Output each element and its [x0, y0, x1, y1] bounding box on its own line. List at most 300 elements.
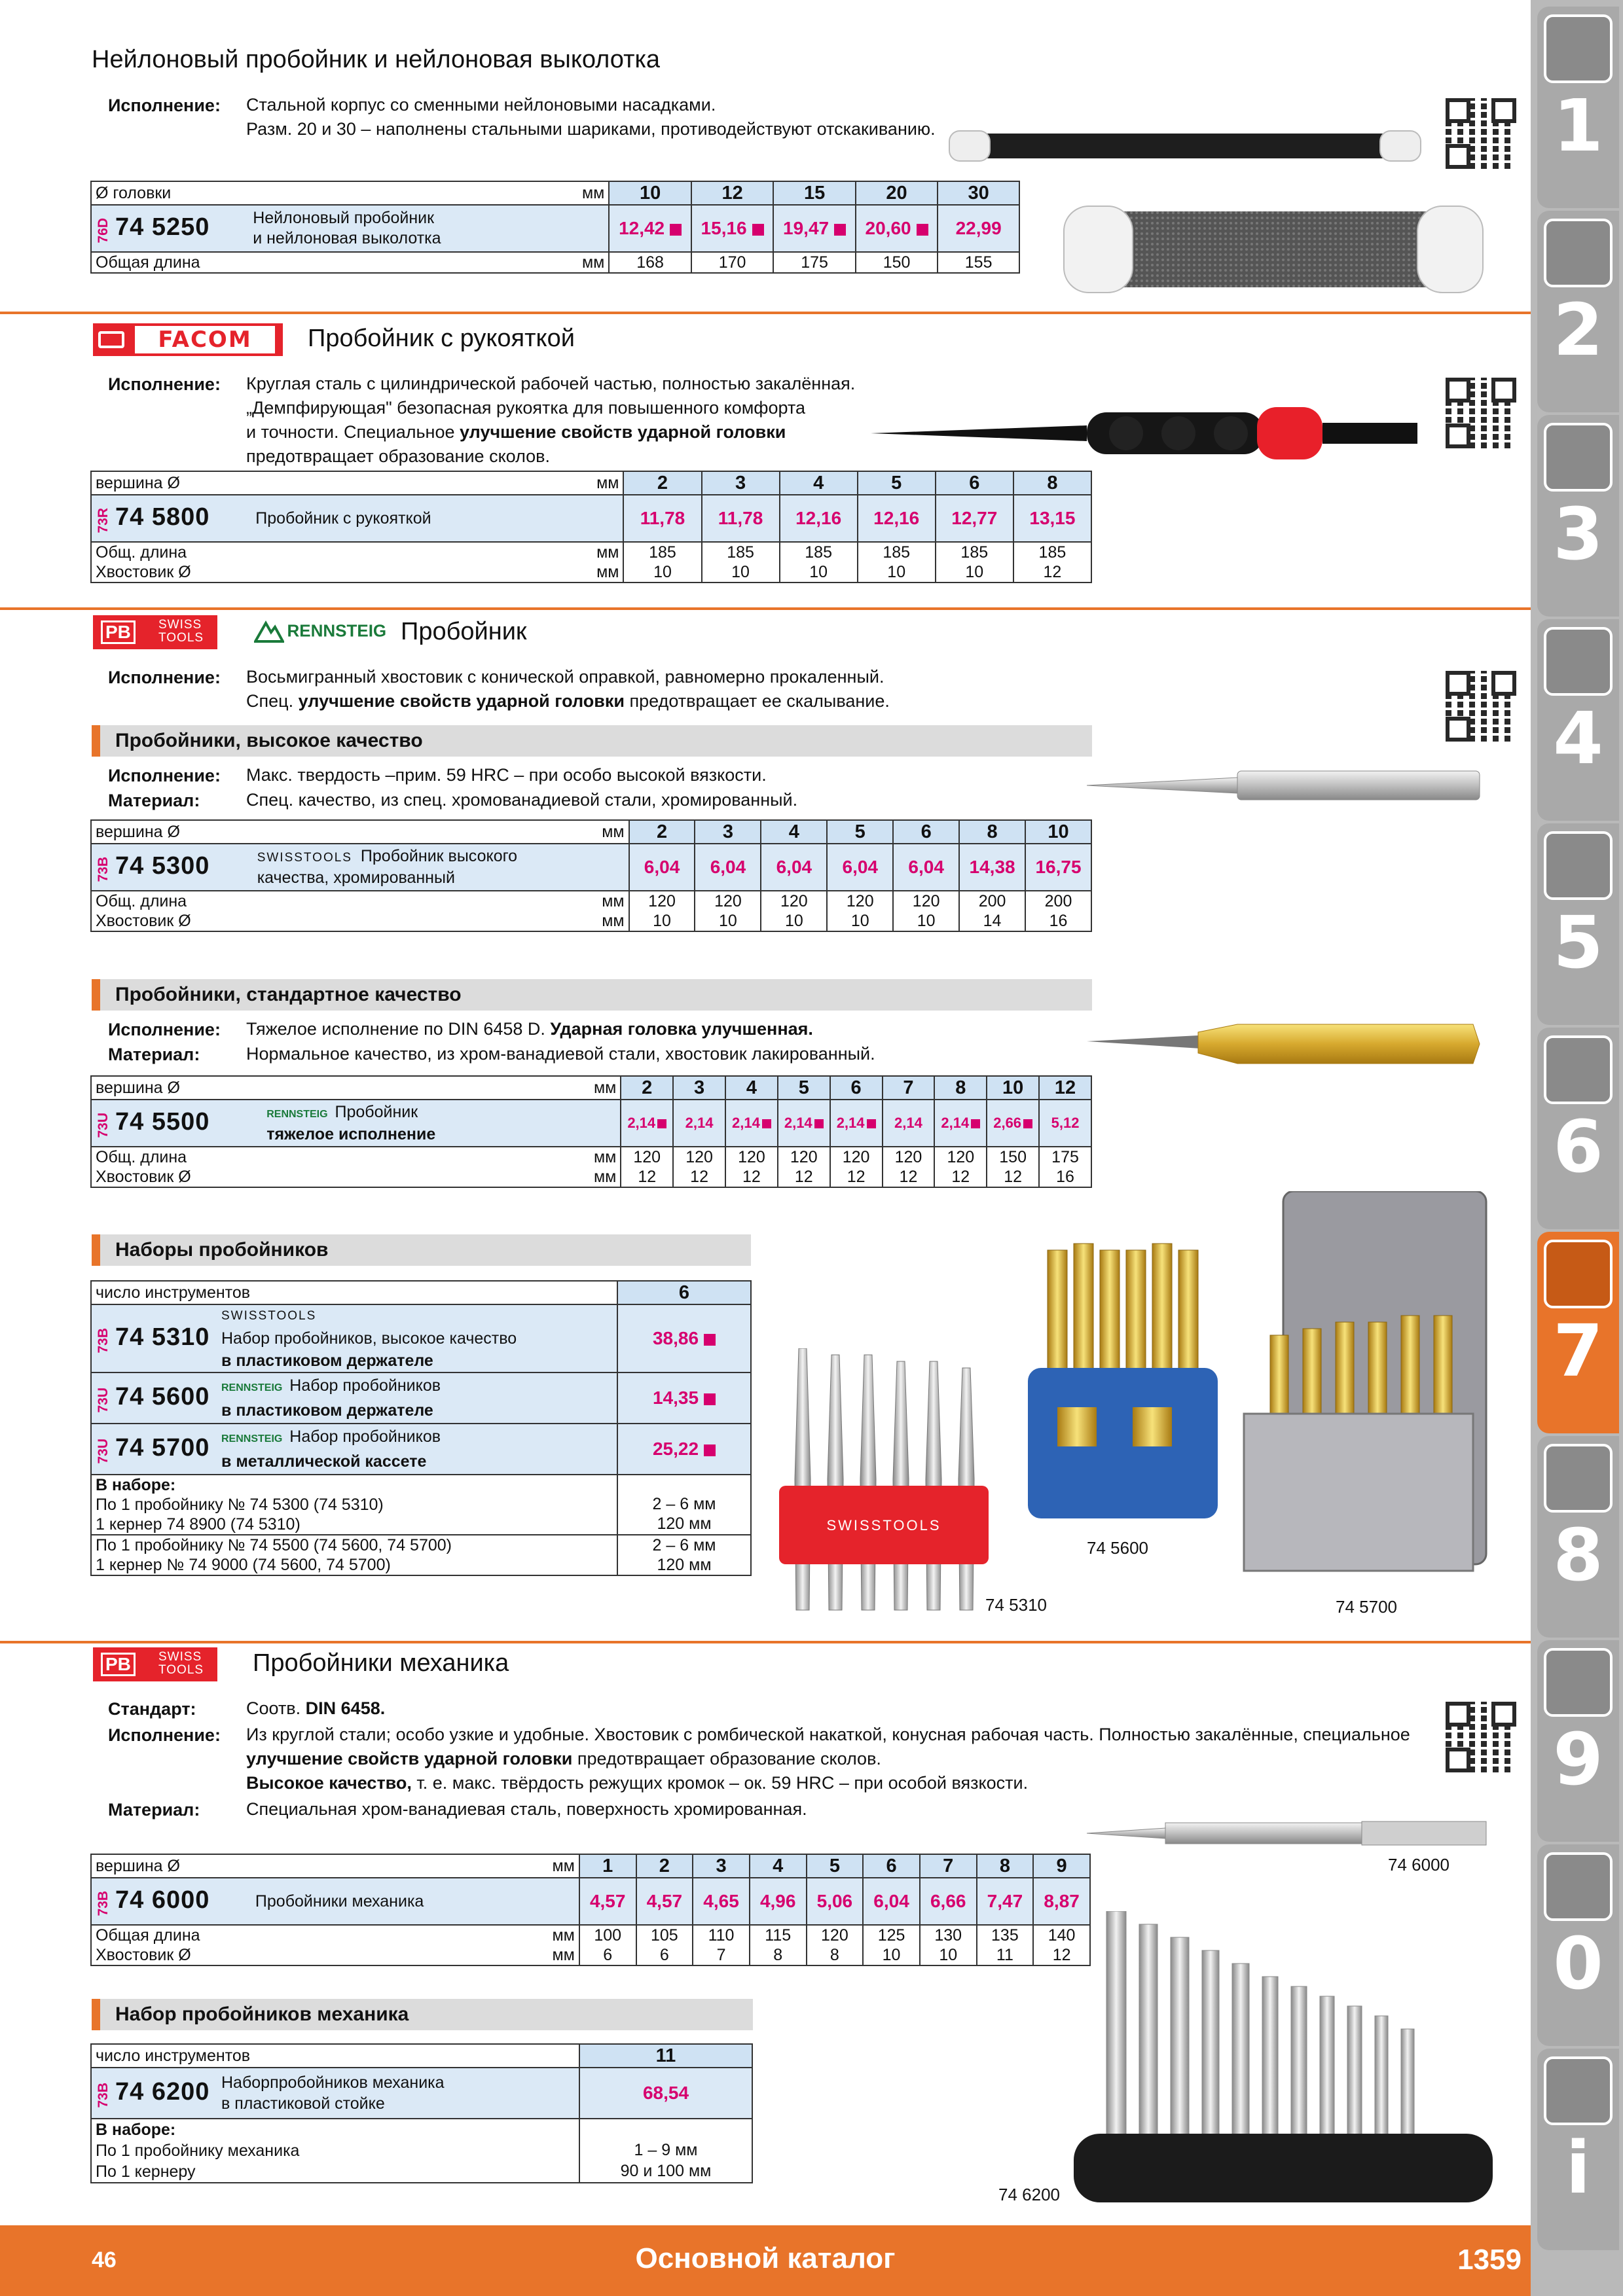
size-cell: 3 [695, 820, 761, 844]
unit: мм [251, 1854, 579, 1878]
pb-logo-text: TOOLS [158, 1663, 204, 1677]
spec-line: Круглая сталь с цилиндрической рабочей частью, полностью закалённая. [246, 374, 856, 393]
stock-marker-icon [704, 1393, 716, 1405]
pb-logo-text: SWISS [158, 618, 202, 632]
pb-logo-mark: PB [101, 620, 136, 644]
table-row[interactable] [91, 1372, 751, 1424]
stock-marker-icon [814, 1119, 824, 1128]
shank-value: 12 [934, 1167, 987, 1187]
price: 4,65 [693, 1878, 750, 1925]
spec-highlight: улучшение свойств ударной головки [298, 691, 625, 711]
price: 2,14 [894, 1115, 922, 1131]
section-divider [0, 312, 1531, 314]
caliper-icon [1544, 627, 1613, 696]
length-value: 185 [858, 542, 936, 562]
inset-value: 2 – 6 мм [652, 1536, 716, 1554]
length-value: 120 [934, 1147, 987, 1167]
spec-label: Исполнение: [108, 1020, 221, 1039]
table-row[interactable] [91, 1878, 1090, 1925]
price: 20,60 [865, 218, 911, 238]
spec-label: Исполнение: [108, 766, 221, 785]
product-name: Наборпробойников механика [221, 2073, 445, 2092]
stock-marker-icon [971, 1119, 980, 1128]
product-name: в пластиковом держателе [221, 1352, 433, 1370]
rennsteig-wordmark: RENNSTEIG [287, 620, 387, 641]
gold-punch-image [1087, 1018, 1486, 1070]
chapter-tab-7[interactable] [1537, 1232, 1619, 1433]
spec-line: Стальной корпус со сменными нейлоновыми насадками. [246, 95, 716, 115]
price: 7,47 [977, 1878, 1034, 1925]
pb-logo-text: TOOLS [158, 631, 204, 645]
price: 16,75 [1025, 844, 1091, 891]
shank-value: 16 [1025, 911, 1091, 931]
shank-value: 12 [883, 1167, 935, 1187]
size-cell: 8 [959, 820, 1025, 844]
size-cell: 1 [579, 1854, 636, 1878]
length-value: 115 [750, 1925, 807, 1945]
header-label: вершина Ø [91, 471, 251, 495]
image-caption: 74 6000 [1388, 1855, 1450, 1874]
product-name: в пластиковой стойке [221, 2094, 385, 2113]
length-value: 120 [807, 1925, 864, 1945]
section-title-mechanic: Пробойники механика [253, 1649, 509, 1677]
length-value: 120 [883, 1147, 935, 1167]
chrome-punch-image [1087, 766, 1486, 805]
cutting-insert-icon [1544, 219, 1613, 287]
section-divider [0, 1641, 1531, 1643]
product-name: тяжелое исполнение [266, 1124, 436, 1143]
inset-value: 120 мм [657, 1556, 712, 1574]
table-row[interactable] [91, 2068, 752, 2119]
inset-line: По 1 пробойнику № 74 5500 (74 5600, 74 5700) [96, 1536, 452, 1554]
shank-value: 10 [695, 911, 761, 931]
unit: мм [251, 471, 623, 495]
stock-marker-icon [704, 1334, 716, 1346]
std-punch-table [90, 1075, 1092, 1188]
product-name: Нейлоновый пробойник [253, 209, 435, 227]
shank-value: 10 [827, 911, 893, 931]
length-value: 175 [1039, 1147, 1091, 1167]
price: 4,96 [750, 1878, 807, 1925]
chapter-tab-0[interactable] [1537, 1844, 1619, 2046]
length-label: Общ. длина [91, 542, 251, 562]
spec-label: Исполнение: [108, 1725, 221, 1745]
section-title-punch: Пробойник [401, 618, 527, 645]
length-value: 200 [1025, 891, 1091, 911]
page-number-right: 1359 [1457, 2244, 1522, 2276]
shank-value: 12 [830, 1167, 883, 1187]
length-value: 120 [621, 1147, 673, 1167]
chapter-tab-6[interactable] [1537, 1028, 1619, 1229]
table-row[interactable] [91, 495, 1091, 542]
size-cell: 7 [883, 1076, 935, 1100]
product-name: Пробойники механика [251, 1878, 579, 1925]
material-line: Нормальное качество, из хром-ванадиевой стали, хвостовик лакированный. [246, 1044, 875, 1064]
shank-value: 12 [673, 1167, 725, 1187]
spec-line: Восьмигранный хвостовик с конической оправкой, равномерно прокаленный. [246, 667, 884, 687]
shank-value: 10 [702, 562, 780, 583]
price: 2,14 [836, 1115, 865, 1131]
product-name: Набор пробойников [285, 1427, 441, 1446]
length-value: 110 [693, 1925, 750, 1945]
unit: мм [263, 1147, 621, 1167]
product-name: и нейлоновая выколотка [253, 229, 441, 247]
chapter-tab-1[interactable] [1537, 7, 1619, 208]
spec-label: Исполнение: [108, 374, 221, 394]
length-value: 150 [987, 1147, 1039, 1167]
shank-value: 12 [725, 1167, 778, 1187]
wrench-screwdriver-icon [1544, 1035, 1613, 1104]
price: 2,66 [993, 1115, 1022, 1131]
chapter-number: 5 [1553, 901, 1603, 984]
size-cell: 10 [1025, 820, 1091, 844]
nylon-punch-image [943, 124, 1427, 170]
image-caption: 74 5310 [985, 1595, 1047, 1615]
stock-marker-icon [834, 224, 846, 236]
length-value: 150 [856, 252, 938, 273]
shank-value: 12 [987, 1167, 1039, 1187]
standard-line: Соотв. [246, 1698, 306, 1718]
catalog-title: Основной каталог [635, 2242, 896, 2274]
length-value: 120 [673, 1147, 725, 1167]
mechanic-punch-image [1087, 1816, 1493, 1849]
chapter-number: 1 [1553, 84, 1603, 168]
article-number[interactable]: 74 5310 [115, 1323, 210, 1352]
chapter-number: 3 [1553, 492, 1603, 576]
length-value: 105 [636, 1925, 693, 1945]
price: 2,14 [732, 1115, 760, 1131]
size-cell: 4 [780, 471, 858, 495]
article-number[interactable]: 74 5600 [115, 1383, 210, 1411]
length-value: 125 [863, 1925, 920, 1945]
price: 6,04 [695, 844, 761, 891]
chapter-tab-3[interactable] [1537, 415, 1619, 617]
count-cell: 11 [579, 2044, 752, 2068]
product-name: Пробойник [330, 1102, 418, 1121]
stock-marker-icon [867, 1119, 876, 1128]
shank-value: 6 [636, 1945, 693, 1965]
length-value: 200 [959, 891, 1025, 911]
shank-value: 10 [863, 1945, 920, 1965]
unit: мм [263, 1167, 621, 1187]
product-name: качества, хромированный [257, 869, 455, 887]
subsection-header [92, 725, 1092, 757]
price-group-code: 73B [96, 857, 111, 882]
shank-label: Хвостовик Ø [91, 911, 253, 931]
length-value: 185 [702, 542, 780, 562]
length-value: 120 [629, 891, 695, 911]
length-value: 120 [695, 891, 761, 911]
size-cell: 4 [725, 1076, 778, 1100]
size-cell: 3 [702, 471, 780, 495]
spec-line: Из круглой стали; особо узкие и удобные. Хвостовик с ромбической накаткой, конусная рабочая часть. Полностью закалённые, специальное [246, 1725, 1410, 1744]
length-label: Общая длина [91, 1925, 251, 1945]
material-label: Материал: [108, 791, 200, 810]
facom-punch-table [90, 471, 1092, 583]
article-number[interactable]: 74 5700 [115, 1434, 210, 1462]
image-caption: 74 5600 [1087, 1538, 1148, 1558]
table-row[interactable] [91, 1304, 751, 1372]
length-value: 140 [1033, 1925, 1090, 1945]
rennsteig-mini-logo: RENNSTEIG [221, 1433, 283, 1444]
nylon-punch-table [90, 181, 1020, 274]
table-row[interactable] [91, 1424, 751, 1475]
rennsteig-mini-logo: RENNSTEIG [221, 1382, 283, 1393]
price: 14,35 [652, 1388, 699, 1408]
pb-swiss-tools-logo [93, 615, 217, 649]
spec-line: т. е. макс. твёрдость режущих кромок – ок. 59 HRC – при особой вязкости. [411, 1773, 1029, 1793]
size-cell: 8 [934, 1076, 987, 1100]
shank-value: 11 [977, 1945, 1034, 1965]
header-label: Ø головки [91, 181, 249, 205]
shank-value: 12 [1033, 1945, 1090, 1965]
qr-code-icon[interactable] [1446, 671, 1516, 742]
chuck-icon [1544, 423, 1613, 492]
article-number[interactable]: 74 5250 [115, 213, 210, 242]
material-label: Материал: [108, 1800, 200, 1820]
standard-highlight: DIN 6458. [305, 1698, 386, 1718]
qr-code-icon[interactable] [1446, 98, 1516, 169]
pb-logo-mark: PB [101, 1653, 136, 1676]
chapter-tab-4[interactable] [1537, 619, 1619, 821]
swisstools-mini-logo: SWISSTOOLS [221, 1309, 317, 1323]
article-number[interactable]: 74 5300 [115, 852, 210, 880]
chapter-tab-5[interactable] [1537, 823, 1619, 1025]
rennsteig-logo [254, 619, 386, 645]
price: 2,14 [685, 1115, 714, 1131]
qr-code-icon[interactable] [1446, 1702, 1516, 1772]
size-cell: 8 [1013, 471, 1091, 495]
size-cell: 8 [977, 1854, 1034, 1878]
spec-line: „Демпфирующая" безопасная рукоятка для повышенного комфорта [246, 398, 806, 418]
length-value: 170 [691, 252, 773, 273]
price: 19,47 [783, 218, 830, 238]
price: 68,54 [579, 2068, 752, 2119]
unit: мм [253, 820, 629, 844]
length-value: 185 [936, 542, 1013, 562]
chapter-tab-9[interactable] [1537, 1640, 1619, 1842]
size-cell: 2 [636, 1854, 693, 1878]
size-cell: 6 [936, 471, 1013, 495]
size-cell: 2 [621, 1076, 673, 1100]
inset-line: По 1 кернеру [96, 2162, 196, 2181]
chapter-number: 4 [1553, 696, 1603, 780]
inset-value: 90 и 100 мм [620, 2162, 712, 2180]
price-group-code: 73B [96, 2083, 111, 2108]
price: 13,15 [1013, 495, 1091, 542]
shank-value: 8 [807, 1945, 864, 1965]
stock-marker-icon [670, 224, 682, 236]
subsection-title: Пробойники, высокое качество [115, 730, 423, 751]
image-caption: 74 6200 [998, 2185, 1060, 2204]
size-cell: 2 [629, 820, 695, 844]
price: 8,87 [1033, 1878, 1090, 1925]
page-footer [0, 2225, 1531, 2296]
subsection-header [92, 979, 1092, 1011]
size-cell: 20 [856, 181, 938, 205]
price-group-code: 73B [96, 1891, 111, 1916]
length-value: 100 [579, 1925, 636, 1945]
article-number[interactable]: 74 5800 [115, 503, 210, 531]
inset-line: По 1 пробойнику механика [96, 2142, 300, 2160]
punch-set-5310-image [773, 1348, 995, 1623]
chapter-number: 6 [1553, 1105, 1603, 1189]
unit: мм [253, 891, 629, 911]
size-cell: 30 [938, 181, 1019, 205]
stock-marker-icon [704, 1444, 716, 1456]
header-label: вершина Ø [91, 820, 253, 844]
mechanic-set-6200-image [1067, 1911, 1506, 2212]
material-line: Специальная хром-ванадиевая сталь, поверхность хромированная. [246, 1799, 807, 1819]
length-value: 185 [1013, 542, 1091, 562]
chapter-number: 0 [1553, 1922, 1603, 2005]
product-name: в пластиковом держателе [221, 1401, 433, 1420]
subsection-title: Набор пробойников механика [115, 2003, 409, 2025]
shank-value: 12 [1013, 562, 1091, 583]
length-value: 135 [977, 1925, 1034, 1945]
unit: мм [249, 181, 609, 205]
spec-highlight: улучшение свойств ударной головки [246, 1749, 573, 1768]
size-cell: 9 [1033, 1854, 1090, 1878]
price: 4,57 [579, 1878, 636, 1925]
holder-brand-text: SWISSTOOLS [826, 1517, 941, 1534]
mechanic-punch-table [90, 1854, 1091, 1966]
table-row[interactable] [91, 844, 1091, 891]
header-label: вершина Ø [91, 1854, 251, 1878]
unit: мм [251, 562, 623, 583]
length-value: 185 [623, 542, 701, 562]
facom-logo [93, 323, 283, 356]
nylon-punch-large-image [1061, 200, 1486, 298]
subsection-header [92, 1999, 753, 2030]
price: 11,78 [702, 495, 780, 542]
size-cell: 3 [693, 1854, 750, 1878]
length-value: 120 [830, 1147, 883, 1167]
table-row[interactable] [91, 1100, 1091, 1147]
shank-label: Хвостовик Ø [91, 1167, 263, 1187]
shank-value: 8 [750, 1945, 807, 1965]
price-group-code: 73U [96, 1388, 111, 1413]
length-value: 120 [893, 891, 959, 911]
table-row[interactable] [91, 205, 1019, 252]
chapter-tab-i[interactable] [1537, 2049, 1619, 2250]
size-cell: 12 [1039, 1076, 1091, 1100]
size-cell: 3 [673, 1076, 725, 1100]
chapter-number: 9 [1553, 1717, 1603, 1801]
price: 5,06 [807, 1878, 864, 1925]
inset-line: 1 кернер № 74 9000 (74 5600, 74 5700) [96, 1556, 391, 1574]
price: 2,14 [941, 1115, 970, 1131]
inset-line: По 1 пробойнику № 74 5300 (74 5310) [96, 1496, 384, 1514]
shank-label: Хвостовик Ø [91, 1945, 251, 1965]
article-number[interactable]: 74 6000 [115, 1886, 210, 1914]
shank-value: 10 [936, 562, 1013, 583]
chapter-number: i [1565, 2126, 1591, 2210]
article-number[interactable]: 74 5500 [115, 1108, 210, 1136]
hq-punch-table [90, 819, 1092, 932]
spec-line: Тяжелое исполнение по DIN 6458 D. [246, 1019, 551, 1039]
swisstools-mini-logo: SWISSTOOLS [257, 851, 352, 865]
size-cell: 6 [830, 1076, 883, 1100]
price: 6,04 [893, 844, 959, 891]
inset-value: 2 – 6 мм [652, 1495, 716, 1513]
chapter-number: 2 [1553, 288, 1603, 372]
size-cell: 15 [773, 181, 855, 205]
price-group-code: 73U [96, 1113, 111, 1138]
price: 12,16 [780, 495, 858, 542]
product-name: Набор пробойников, высокое качество [221, 1329, 517, 1348]
shank-value: 10 [780, 562, 858, 583]
shank-label: Хвостовик Ø [91, 562, 251, 583]
size-cell: 5 [827, 820, 893, 844]
inset-label: В наборе: [96, 2121, 176, 2139]
inset-line: 1 кернер 74 8900 (74 5310) [96, 1515, 301, 1534]
standard-label: Стандарт: [108, 1699, 196, 1719]
header-label: число инструментов [91, 2044, 579, 2068]
chapter-tab-8[interactable] [1537, 1436, 1619, 1638]
shank-value: 10 [761, 911, 827, 931]
section-title-nylon: Нейлоновый пробойник и нейлоновая выколотка [92, 46, 661, 73]
count-cell: 6 [617, 1281, 751, 1304]
inset-label: В наборе: [96, 1476, 176, 1494]
length-value: 155 [938, 252, 1019, 273]
size-cell: 10 [987, 1076, 1039, 1100]
punch-set-5600-image [1021, 1237, 1218, 1525]
spec-line: предотвращает образование сколов. [246, 446, 551, 466]
mechanic-set-table [90, 2043, 753, 2183]
spec-label: Исполнение: [108, 96, 221, 115]
shank-value: 10 [920, 1945, 977, 1965]
price: 14,38 [959, 844, 1025, 891]
article-number[interactable]: 74 6200 [115, 2078, 210, 2106]
length-label: Общ. длина [91, 1147, 263, 1167]
spec-line: предотвращает ее скалывание. [625, 691, 890, 711]
inset-value: 120 мм [657, 1515, 712, 1533]
info-icon [1544, 2056, 1613, 2125]
qr-code-icon[interactable] [1446, 378, 1516, 448]
spec-highlight: улучшение свойств ударной головки [459, 422, 786, 442]
price: 4,57 [636, 1878, 693, 1925]
facom-wordmark: FACOM [135, 326, 275, 353]
shank-value: 6 [579, 1945, 636, 1965]
shank-value: 7 [693, 1945, 750, 1965]
workshop-tools-icon [1544, 1444, 1613, 1513]
pliers-hammer-icon [1544, 1240, 1613, 1308]
shank-value: 12 [621, 1167, 673, 1187]
material-line: Спец. качество, из спец. хромованадиевой стали, хромированный. [246, 790, 798, 810]
size-cell: 4 [761, 820, 827, 844]
shank-value: 10 [629, 911, 695, 931]
chapter-tab-2[interactable] [1537, 211, 1619, 412]
spec-line: и точности. Специальное [246, 422, 460, 442]
price: 15,16 [701, 218, 747, 238]
subsection-title: Наборы пробойников [115, 1239, 329, 1261]
unit: мм [251, 542, 623, 562]
length-value: 168 [609, 252, 691, 273]
size-cell: 4 [750, 1854, 807, 1878]
price: 6,04 [863, 1878, 920, 1925]
price-group-code: 76D [96, 218, 111, 243]
unit: мм [263, 1076, 621, 1100]
size-cell: 10 [609, 181, 691, 205]
punch-set-5700-image [1231, 1191, 1499, 1584]
section-title-facom: Пробойник с рукояткой [308, 325, 575, 352]
pb-swiss-tools-logo [93, 1647, 217, 1681]
inset-value: 1 – 9 мм [634, 2141, 698, 2159]
spec-line: Спец. [246, 691, 299, 711]
spec-line: предотвращает образование сколов. [572, 1749, 881, 1768]
spec-highlight: Ударная головка улучшенная. [550, 1019, 813, 1039]
